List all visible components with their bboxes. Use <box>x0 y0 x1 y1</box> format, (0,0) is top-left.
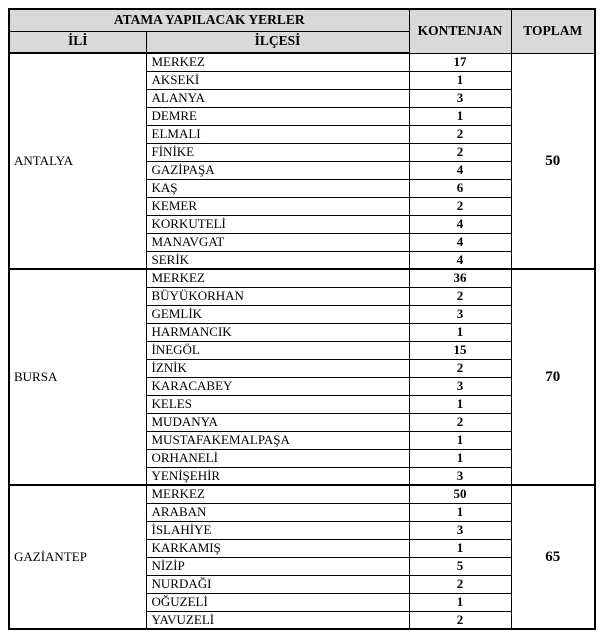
quota-cell: 2 <box>409 125 511 143</box>
quota-cell: 2 <box>409 359 511 377</box>
total-cell: 70 <box>511 269 595 485</box>
district-cell: BÜYÜKORHAN <box>146 287 409 305</box>
quota-cell: 2 <box>409 413 511 431</box>
district-cell: KAŞ <box>146 179 409 197</box>
quota-cell: 4 <box>409 161 511 179</box>
quota-cell: 1 <box>409 107 511 125</box>
quota-cell: 2 <box>409 197 511 215</box>
quota-cell: 2 <box>409 575 511 593</box>
district-cell: İZNİK <box>146 359 409 377</box>
district-cell: GEMLİK <box>146 305 409 323</box>
quota-cell: 1 <box>409 503 511 521</box>
total-cell: 65 <box>511 485 595 629</box>
quota-cell: 50 <box>409 485 511 503</box>
total-cell: 50 <box>511 53 595 269</box>
quota-cell: 1 <box>409 593 511 611</box>
header-toplam: TOPLAM <box>511 9 595 53</box>
quota-cell: 3 <box>409 305 511 323</box>
quota-cell: 2 <box>409 143 511 161</box>
quota-cell: 3 <box>409 467 511 485</box>
district-cell: ARABAN <box>146 503 409 521</box>
quota-cell: 1 <box>409 539 511 557</box>
district-cell: İSLAHİYE <box>146 521 409 539</box>
assignment-quota-table <box>8 8 596 630</box>
quota-cell: 6 <box>409 179 511 197</box>
district-cell: MERKEZ <box>146 53 409 71</box>
table-row <box>9 485 595 503</box>
quota-cell: 15 <box>409 341 511 359</box>
district-cell: OĞUZELİ <box>146 593 409 611</box>
district-cell: AKSEKİ <box>146 71 409 89</box>
header-kontenjan: KONTENJAN <box>409 9 511 53</box>
district-cell: KORKUTELİ <box>146 215 409 233</box>
quota-cell: 1 <box>409 71 511 89</box>
district-cell: YENİŞEHİR <box>146 467 409 485</box>
header-ili: İLİ <box>9 31 146 53</box>
quota-cell: 4 <box>409 233 511 251</box>
table-row <box>9 53 595 71</box>
header-group-title: ATAMA YAPILACAK YERLER <box>9 9 409 31</box>
quota-cell: 3 <box>409 89 511 107</box>
province-cell: BURSA <box>9 269 146 485</box>
quota-cell: 2 <box>409 611 511 629</box>
province-cell: GAZİANTEP <box>9 485 146 629</box>
table-header <box>9 9 595 53</box>
district-cell: DEMRE <box>146 107 409 125</box>
quota-cell: 1 <box>409 395 511 413</box>
district-cell: MUSTAFAKEMALPAŞA <box>146 431 409 449</box>
district-cell: MERKEZ <box>146 485 409 503</box>
district-cell: SERİK <box>146 251 409 269</box>
district-cell: MUDANYA <box>146 413 409 431</box>
district-cell: MERKEZ <box>146 269 409 287</box>
district-cell: KARKAMIŞ <box>146 539 409 557</box>
quota-cell: 1 <box>409 323 511 341</box>
quota-cell: 1 <box>409 431 511 449</box>
district-cell: GAZİPAŞA <box>146 161 409 179</box>
district-cell: HARMANCIK <box>146 323 409 341</box>
district-cell: NİZİP <box>146 557 409 575</box>
header-row-group <box>9 9 595 31</box>
quota-cell: 2 <box>409 287 511 305</box>
district-cell: MANAVGAT <box>146 233 409 251</box>
district-cell: YAVUZELİ <box>146 611 409 629</box>
district-cell: ALANYA <box>146 89 409 107</box>
quota-cell: 17 <box>409 53 511 71</box>
district-cell: ELMALI <box>146 125 409 143</box>
district-cell: İNEGÖL <box>146 341 409 359</box>
district-cell: ORHANELİ <box>146 449 409 467</box>
table-body <box>9 53 595 629</box>
quota-cell: 36 <box>409 269 511 287</box>
quota-cell: 3 <box>409 521 511 539</box>
quota-cell: 5 <box>409 557 511 575</box>
table-row <box>9 269 595 287</box>
quota-cell: 1 <box>409 449 511 467</box>
district-cell: KELES <box>146 395 409 413</box>
header-ilcesi: İLÇESİ <box>146 31 409 53</box>
district-cell: NURDAĞI <box>146 575 409 593</box>
quota-cell: 4 <box>409 251 511 269</box>
province-cell: ANTALYA <box>9 53 146 269</box>
district-cell: FİNİKE <box>146 143 409 161</box>
district-cell: KEMER <box>146 197 409 215</box>
quota-cell: 3 <box>409 377 511 395</box>
quota-cell: 4 <box>409 215 511 233</box>
district-cell: KARACABEY <box>146 377 409 395</box>
